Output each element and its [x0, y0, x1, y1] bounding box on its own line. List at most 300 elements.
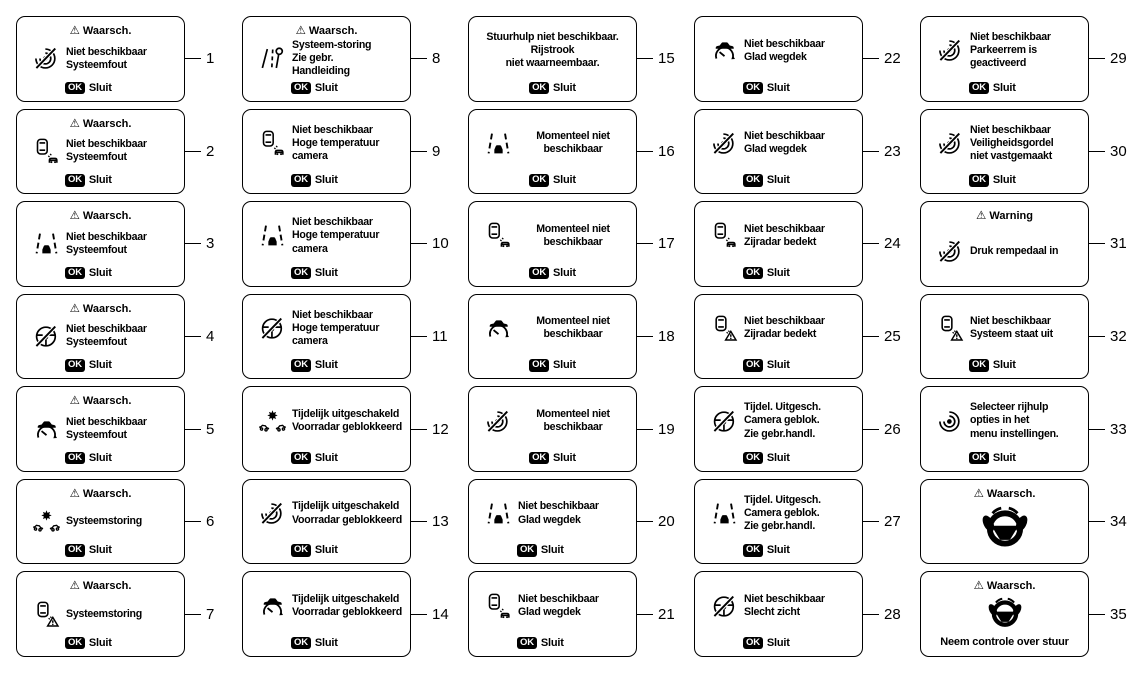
close-label: Sluit	[314, 636, 338, 649]
ok-badge: OK	[291, 359, 311, 372]
message-cell	[16, 109, 230, 195]
leader-line	[637, 151, 653, 152]
leader-line	[411, 151, 427, 152]
message-line: beschikbaar	[543, 235, 603, 248]
message-cell	[16, 16, 230, 102]
message-cell	[468, 294, 682, 380]
message-line: Hoge temperatuur	[292, 136, 380, 149]
item-number: 12	[432, 420, 449, 438]
message-line: Hoge temperatuur	[292, 321, 380, 334]
warning-message-box	[920, 16, 1089, 102]
message-cell	[920, 201, 1134, 287]
message-cell	[920, 386, 1134, 472]
close-label: Sluit	[766, 451, 790, 464]
close-label: Sluit	[88, 544, 112, 557]
message-line: Niet beschikbaar	[744, 315, 825, 328]
warning-message-box	[920, 479, 1089, 565]
message-line: Voorradar geblokkeerd	[292, 513, 402, 526]
cruise-control-icon	[711, 37, 738, 64]
ok-close-button[interactable]	[291, 451, 402, 466]
message-line: Systeemstoring	[66, 607, 142, 620]
close-label: Sluit	[314, 359, 338, 372]
ok-close-button[interactable]	[743, 173, 854, 188]
leader-line	[863, 151, 879, 152]
message-line: Niet beschikbaar	[970, 315, 1051, 328]
message-line: Niet beschikbaar	[66, 138, 147, 151]
leader-line	[863, 336, 879, 337]
message-title	[25, 206, 176, 222]
message-title	[929, 576, 1080, 592]
leader-line	[1089, 521, 1105, 522]
message-line: Tijdelijk uitgeschakeld	[292, 500, 400, 513]
message-cell	[920, 294, 1134, 380]
leader-line	[863, 243, 879, 244]
warning-message-box	[694, 571, 863, 657]
message-line: Zie gebr.handl.	[744, 427, 816, 440]
message-line: Niet beschikbaar	[292, 216, 373, 229]
ok-badge: OK	[969, 359, 989, 372]
warning-message-box	[468, 201, 637, 287]
message-title	[25, 391, 176, 407]
message-line: Selecteer rijhulp	[970, 401, 1049, 414]
message-line: niet vastgemaakt	[970, 149, 1052, 162]
message-line: Niet beschikbaar	[66, 230, 147, 243]
item-number: 1	[206, 50, 215, 68]
blind-spot-icon	[485, 222, 512, 249]
message-line: Niet beschikbaar	[744, 593, 825, 605]
message-line: Handleiding	[292, 65, 350, 78]
message-line: Momenteel niet	[536, 315, 610, 328]
warning-message-box	[242, 571, 411, 657]
message-cell	[242, 109, 456, 195]
message-cell	[694, 479, 908, 565]
ok-badge: OK	[529, 82, 549, 95]
message-line: Veiligheidsgordel	[970, 136, 1054, 149]
ok-close-button[interactable]	[65, 173, 176, 188]
leader-line	[411, 429, 427, 430]
cruise-control-icon	[259, 593, 286, 620]
message-title-text: Waarsch.	[82, 395, 132, 408]
ok-close-button[interactable]	[743, 81, 854, 96]
ok-badge: OK	[529, 267, 549, 280]
message-cell	[920, 571, 1134, 657]
warning-message-box	[16, 201, 185, 287]
radar-off-icon	[937, 130, 964, 157]
item-number: 29	[1110, 50, 1127, 68]
radar-off-icon	[259, 500, 286, 527]
ok-badge: OK	[291, 452, 311, 465]
message-line: Druk rempedaal in	[970, 244, 1059, 257]
warning-message-box	[468, 294, 637, 380]
close-label: Sluit	[553, 451, 576, 464]
item-number: 28	[884, 605, 901, 623]
close-label: Sluit	[88, 266, 112, 279]
message-title	[25, 299, 176, 315]
ok-close-button[interactable]	[969, 451, 1080, 466]
message-line: Niet beschikbaar	[970, 123, 1051, 136]
warning-message-box	[16, 109, 185, 195]
close-label: Sluit	[766, 359, 790, 372]
warning-message-box	[694, 16, 863, 102]
message-line: camera	[292, 335, 328, 348]
message-line: Tijdelijk uitgeschakeld	[292, 407, 400, 420]
item-number: 15	[658, 50, 675, 68]
item-number: 31	[1110, 235, 1127, 253]
warning-message-box	[694, 386, 863, 472]
message-line: menu instellingen.	[970, 427, 1059, 440]
warning-message-box	[242, 479, 411, 565]
warning-message-box	[242, 386, 411, 472]
message-line: Niet beschikbaar	[970, 30, 1051, 43]
ok-close-button[interactable]	[969, 173, 1080, 188]
warning-message-box	[920, 386, 1089, 472]
item-number: 10	[432, 235, 449, 253]
item-number: 27	[884, 513, 901, 531]
message-cell	[242, 571, 456, 657]
item-number: 2	[206, 142, 215, 160]
message-line: Niet beschikbaar	[744, 130, 825, 143]
message-line: Niet beschikbaar	[292, 123, 373, 136]
warning-message-box	[920, 294, 1089, 380]
ok-close-button[interactable]	[969, 81, 1080, 96]
warning-triangle-icon: ⚠	[973, 580, 984, 593]
ok-badge: OK	[517, 544, 537, 557]
message-cell	[468, 386, 682, 472]
leader-line	[637, 336, 653, 337]
close-label: Sluit	[88, 359, 112, 372]
leader-line	[863, 429, 879, 430]
message-title-text: Waarsch.	[82, 302, 132, 315]
message-line: Voorradar geblokkeerd	[292, 421, 402, 434]
leader-line	[185, 151, 201, 152]
warning-message-box	[468, 109, 637, 195]
ok-close-button[interactable]	[743, 543, 854, 558]
close-label: Sluit	[992, 81, 1016, 94]
close-label: Sluit	[992, 174, 1016, 187]
close-label: Sluit	[314, 266, 338, 279]
cross-traffic-alert-icon	[937, 315, 964, 342]
message-line: Niet beschikbaar	[518, 500, 599, 513]
message-line: Niet beschikbaar	[66, 45, 147, 58]
warning-message-box	[468, 571, 637, 657]
message-title-text: Waarsch.	[986, 487, 1036, 500]
ok-close-button[interactable]	[291, 81, 402, 96]
warning-message-box	[16, 571, 185, 657]
item-number: 33	[1110, 420, 1127, 438]
ok-close-button[interactable]	[65, 543, 176, 558]
message-line: Slecht zicht	[744, 606, 800, 619]
warning-message-box	[242, 294, 411, 380]
ok-close-button[interactable]	[477, 81, 628, 96]
radar-off-icon	[485, 408, 512, 435]
item-number: 21	[658, 605, 675, 623]
leader-line	[185, 429, 201, 430]
steering-assist-off-icon	[33, 323, 60, 350]
message-title-text: Waarsch.	[82, 25, 132, 37]
close-label: Sluit	[314, 544, 338, 557]
leader-line	[185, 58, 201, 59]
leader-line	[1089, 614, 1105, 615]
warning-triangle-icon: ⚠	[69, 487, 80, 500]
close-label: Sluit	[553, 266, 576, 279]
ok-badge: OK	[65, 359, 85, 372]
ok-close-button[interactable]	[743, 358, 854, 373]
leader-line	[637, 243, 653, 244]
message-cell	[242, 386, 456, 472]
cross-traffic-alert-icon	[711, 315, 738, 342]
ok-close-button[interactable]	[743, 266, 854, 281]
close-label: Sluit	[553, 174, 576, 187]
message-line: Niet beschikbaar	[744, 222, 825, 235]
radar-off-icon	[711, 130, 738, 157]
message-line: Rijstrook	[530, 44, 575, 57]
leader-line	[411, 614, 427, 615]
message-line: Zie gebr.handl.	[744, 520, 816, 533]
ok-close-button[interactable]	[291, 173, 402, 188]
message-line: Zie gebr.	[292, 52, 334, 65]
close-label: Sluit	[540, 544, 564, 557]
message-line: beschikbaar	[543, 421, 603, 434]
item-number: 22	[884, 50, 901, 68]
leader-line	[411, 336, 427, 337]
ok-close-button[interactable]	[291, 636, 402, 651]
warning-message-box	[242, 16, 411, 102]
warning-message-box	[16, 16, 185, 102]
message-line: Stuurhulp niet beschikbaar.	[486, 30, 619, 43]
message-title-text: Waarsch.	[82, 210, 132, 223]
ok-close-button[interactable]	[65, 451, 176, 466]
message-line: opties in het	[970, 414, 1030, 427]
ok-badge: OK	[291, 174, 311, 187]
item-number: 18	[658, 327, 675, 345]
message-line: Glad wegdek	[518, 606, 581, 619]
message-title	[929, 484, 1080, 500]
warning-triangle-icon: ⚠	[973, 487, 984, 500]
message-cell	[468, 16, 682, 102]
ok-close-button[interactable]	[65, 636, 176, 651]
hands-on-wheel-icon	[986, 595, 1024, 633]
close-label: Sluit	[766, 266, 790, 279]
collision-warning-icon	[33, 508, 60, 535]
ok-close-button[interactable]	[477, 358, 628, 373]
ok-badge: OK	[65, 174, 85, 187]
item-number: 8	[432, 50, 441, 68]
message-title	[929, 206, 1080, 222]
hands-on-wheel-icon	[979, 503, 1031, 555]
ok-close-button[interactable]	[291, 543, 402, 558]
ok-badge: OK	[529, 359, 549, 372]
blind-spot-icon	[485, 593, 512, 620]
item-number: 17	[658, 235, 675, 253]
item-number: 4	[206, 327, 215, 345]
item-number: 34	[1110, 513, 1127, 531]
item-number: 19	[658, 420, 675, 438]
message-line: Camera geblok.	[744, 507, 820, 520]
message-title-text: Waarsch.	[82, 487, 132, 500]
message-line: Parkeerrem is	[970, 44, 1037, 57]
leader-line	[637, 429, 653, 430]
lane-assist-icon	[485, 500, 512, 527]
ok-badge: OK	[743, 452, 763, 465]
message-line: Tijdel. Uitgesch.	[744, 401, 821, 414]
ok-badge: OK	[743, 82, 763, 95]
message-line: Tijdel. Uitgesch.	[744, 493, 821, 506]
leader-line	[411, 243, 427, 244]
message-cell	[16, 201, 230, 287]
ok-close-button[interactable]	[65, 81, 176, 96]
warning-triangle-icon: ⚠	[69, 25, 80, 37]
ok-close-button[interactable]	[743, 636, 854, 651]
warning-message-box	[920, 109, 1089, 195]
ok-badge: OK	[969, 452, 989, 465]
message-line: Voorradar geblokkeerd	[292, 606, 402, 619]
close-label: Sluit	[766, 81, 790, 94]
item-number: 13	[432, 513, 449, 531]
ok-badge: OK	[517, 637, 537, 650]
cruise-control-icon	[485, 315, 512, 342]
message-title-text: Waarsch.	[308, 25, 358, 37]
ok-close-button[interactable]	[477, 173, 628, 188]
lane-assist-icon	[259, 222, 286, 249]
ok-badge: OK	[291, 544, 311, 557]
ok-close-button[interactable]	[477, 266, 628, 281]
close-label: Sluit	[553, 359, 576, 372]
ok-close-button[interactable]	[65, 266, 176, 281]
warning-message-box	[16, 294, 185, 380]
lane-assist-icon	[711, 500, 738, 527]
ok-badge: OK	[65, 452, 85, 465]
warning-message-box	[694, 201, 863, 287]
ok-close-button[interactable]	[291, 266, 402, 281]
ok-close-button[interactable]	[517, 636, 628, 651]
close-label: Sluit	[766, 174, 790, 187]
ok-close-button[interactable]	[477, 451, 628, 466]
item-number: 30	[1110, 142, 1127, 160]
ok-badge: OK	[969, 82, 989, 95]
leader-line	[411, 58, 427, 59]
warning-message-box	[920, 201, 1089, 287]
leader-line	[1089, 151, 1105, 152]
close-label: Sluit	[314, 174, 338, 187]
ok-close-button[interactable]	[517, 543, 628, 558]
message-title	[251, 21, 402, 37]
leader-line	[1089, 58, 1105, 59]
message-cell	[694, 386, 908, 472]
message-line: Niet beschikbaar	[66, 323, 147, 336]
message-line: Glad wegdek	[518, 513, 581, 526]
message-cell	[468, 479, 682, 565]
ok-badge: OK	[65, 544, 85, 557]
ok-badge: OK	[65, 637, 85, 650]
message-cell	[920, 109, 1134, 195]
warning-message-box	[16, 479, 185, 565]
ok-badge: OK	[743, 174, 763, 187]
message-line: Tijdelijk uitgeschakeld	[292, 593, 400, 605]
message-title-text: Waarsch.	[82, 117, 132, 130]
ok-close-button[interactable]	[291, 358, 402, 373]
message-line: Camera geblok.	[744, 414, 820, 427]
ok-close-button[interactable]	[743, 451, 854, 466]
warning-message-box	[468, 16, 637, 102]
close-label: Sluit	[992, 451, 1016, 464]
close-label: Sluit	[314, 451, 338, 464]
ok-badge: OK	[743, 359, 763, 372]
message-line: Systeemfout	[66, 243, 127, 256]
close-label: Sluit	[992, 359, 1016, 372]
item-number: 9	[432, 142, 441, 160]
warning-triangle-icon: ⚠	[976, 210, 987, 223]
ok-badge: OK	[743, 637, 763, 650]
message-title-text: Waarsch.	[986, 580, 1036, 593]
leader-line	[411, 521, 427, 522]
warning-message-box	[694, 294, 863, 380]
message-cell	[694, 201, 908, 287]
item-number: 26	[884, 420, 901, 438]
message-line: Niet beschikbaar	[518, 593, 599, 605]
message-cell	[16, 294, 230, 380]
leader-line	[1089, 429, 1105, 430]
leader-line	[1089, 336, 1105, 337]
message-line: Systeemstoring	[66, 515, 142, 528]
warning-message-box	[468, 386, 637, 472]
message-line: Niet beschikbaar	[66, 415, 147, 428]
leader-line	[863, 614, 879, 615]
item-number: 3	[206, 235, 215, 253]
steering-assist-off-icon	[711, 408, 738, 435]
cruise-control-icon	[33, 416, 60, 443]
leader-line	[637, 614, 653, 615]
leader-line	[185, 243, 201, 244]
collision-warning-icon	[259, 408, 286, 435]
message-cell	[468, 201, 682, 287]
warning-message-box	[920, 571, 1089, 657]
leader-line	[1089, 243, 1105, 244]
item-number: 5	[206, 420, 215, 438]
warning-message-box	[694, 109, 863, 195]
message-line: Zijradar bedekt	[744, 235, 817, 248]
message-line: Niet beschikbaar	[744, 37, 825, 50]
ok-badge: OK	[291, 637, 311, 650]
ok-close-button[interactable]	[65, 358, 176, 373]
ok-badge: OK	[529, 452, 549, 465]
leader-line	[863, 521, 879, 522]
message-cell	[16, 479, 230, 565]
message-cell	[242, 479, 456, 565]
radar-off-icon	[937, 238, 964, 265]
steering-assist-off-icon	[711, 593, 738, 620]
warning-message-box	[694, 479, 863, 565]
ok-badge: OK	[291, 82, 311, 95]
traffic-sign-icon	[259, 45, 286, 72]
ok-badge: OK	[743, 267, 763, 280]
message-line: Niet beschikbaar	[292, 308, 373, 321]
message-line: niet waarneembaar.	[505, 57, 600, 70]
message-line: camera	[292, 149, 328, 162]
message-line: Hoge temperatuur	[292, 229, 380, 242]
message-cell	[920, 479, 1134, 565]
radar-off-icon	[33, 45, 60, 72]
lane-assist-icon	[485, 130, 512, 157]
ok-close-button[interactable]	[969, 358, 1080, 373]
message-line: camera	[292, 242, 328, 255]
message-cell	[16, 386, 230, 472]
cross-traffic-alert-icon	[33, 601, 60, 628]
warning-triangle-icon: ⚠	[295, 25, 306, 37]
message-cell	[694, 571, 908, 657]
message-title-text: Warning	[989, 210, 1033, 223]
ok-badge: OK	[529, 174, 549, 187]
blind-spot-icon	[711, 222, 738, 249]
